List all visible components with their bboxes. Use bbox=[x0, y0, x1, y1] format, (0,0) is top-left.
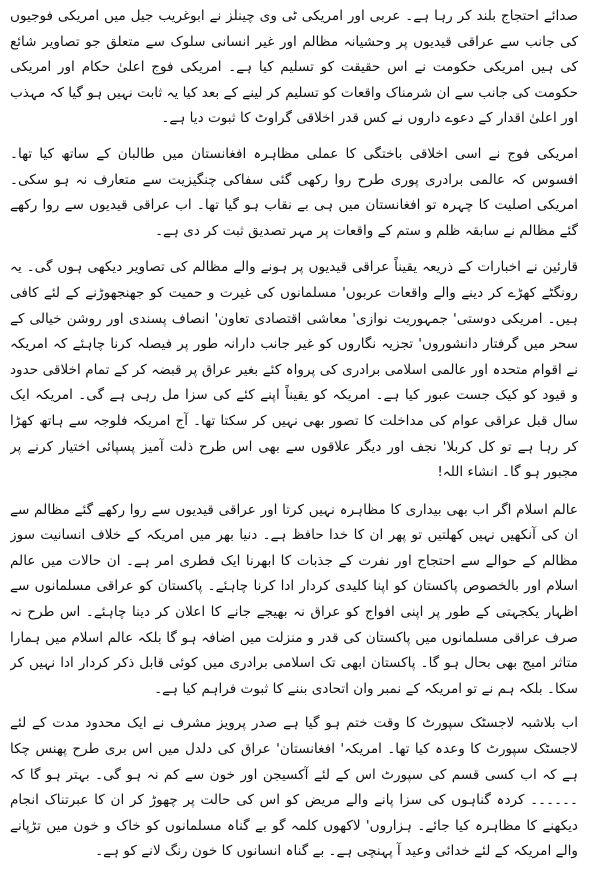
paragraph-gap bbox=[10, 132, 578, 142]
paragraph-5: اب بلاشبہ لاجسٹک سپورٹ کا وقت ختم ہو گیا ہے صدر پرویز مشرف نے ایک محدود مدت کے لئے لاجسٹک سپورٹ کا وعدہ کیا تھا۔ امریکہ' افغانستان' عراق کی دلدل میں اس بری طرح پھنس چکا ہے کہ اب کسی قسم کی سپورٹ اس کے لئے آکسیجن اور خون سے کم نہ ہو گی۔ بہتر ہو گا کہ ۔۔۔۔۔۔ کردہ گناہوں کی سزا پانے والے مریض کو اس کی حالت پر چھوڑ کر ان کا عبرتناک انجام دیکھنے کا مظاہرہ کیا جائے۔ ہزاروں' لاکھوں کلمہ گو بے گناہ مسلمانوں کو خاک و خون میں تڑپانے والے امریکہ کے لئے خدائی وعید آ پہنچی ہے۔ بے گناہ انسانوں کا خون رنگ لانے کو ہے۔ bbox=[10, 715, 578, 860]
paragraph-gap bbox=[10, 486, 578, 498]
paragraph-2: امریکی فوج نے اسی اخلاقی باختگی کا عملی مظاہرہ افغانستان میں طالبان کے ساتھ کیا تھا۔ افسوس کہ عالمی برادری پوری طرح روا رکھی گئی سفاکی چنگیزیت سے متعارف نہ ہو سکی۔ امریکی اصلیت کا چہرہ تو افغانستان میں ہی بے نقاب ہو گیا تھا۔ اب عراقی قیدیوں سے روا رکھے گئے مظالم نے سابقہ ظلم و ستم کے واقعات پر مہر تصدیق ثبت کر دی ہے۔ bbox=[10, 145, 578, 239]
paragraph-4: عالم اسلام اگر اب بھی بیداری کا مظاہرہ نہیں کرتا اور عراقی قیدیوں سے روا رکھے گئے مظالم سے ان کی آنکھیں نہیں کھلتیں تو پھر ان کا خدا حافظ ہے۔ دنیا بھر میں امریکہ کے خلاف انسانیت سوز مظالم کے حوالے سے احتجاج اور نفرت کے جذبات کا ابھرنا ایک فطری امر ہے۔ ان حالات میں عالم اسلام اور بالخصوص پاکستان کو اپنا کلیدی کردار ادا کرنا چاہئے۔ پاکستان کو عراقی مسلمانوں سے اظہار یکجہتی کے طور پر اپنی افواج کو عراق نہ بھیجے جانے کا اعلان کر دینا چاہئے۔ اس طرح نہ صرف عراقی مسلمانوں میں پاکستان کی قدر و منزلت میں اضافہ ہو گا بلکہ عالم اسلام میں ہمارا متاثر امیج بھی بحال ہو گا۔ پاکستان ابھی تک اسلامی برادری میں کوئی قابل ذکر کردار ادا نہیں کر سکا۔ بلکہ ہم نے تو امریکہ کے نمبر وان اتحادی بننے کا ثبوت فراہم کیا ہے۔ bbox=[10, 501, 578, 697]
paragraph-gap bbox=[10, 702, 578, 711]
document-page bbox=[10, 4, 578, 889]
paragraph-1: صدائے احتجاج بلند کر رہا ہے۔ عربی اور امریکی ٹی وی چینلز نے ابوغریب جیل میں امریکی فوجیوں کی جانب سے عراقی قیدیوں پر وحشیانہ مظالم اور غیر انسانی سلوک سے متعلق جو تصاویر شائع کی ہیں امریکی حکومت نے اس حقیقت کو تسلیم کیا ہے۔ امریکی فوج اعلیٰ حکام اور امریکی حکومت کی جانب سے ان شرمناک واقعات کو تسلیم کر لینے کے بعد کیا یہ ثابت نہیں ہو گیا کہ مہذب اور اعلیٰ اقدار کے دعوے داروں نے کس قدر اخلاقی گراوٹ کا ثبوت دیا ہے۔ bbox=[10, 8, 578, 127]
paragraph-gap bbox=[10, 244, 578, 255]
paragraph-3: قارئین نے اخبارات کے ذریعہ یقیناً عراقی قیدیوں پر ہونے والے مظالم کی تصاویر دیکھی ہوں گی۔ یہ رونگٹے کھڑے کر دینے والے واقعات عربوں' مسلمانوں کی غیرت و حمیت کو جھنجھوڑنے کے لئے کافی ہیں۔ امریکی دوستی' جمہوریت نوازی' معاشی اقتصادی تعاون' انصاف پسندی اور روشن خیالی کے سحر میں گرفتار دانشوروں' تجزیہ نگاروں کو غیر جانب دارانہ طور پر فیصلہ کرنا چاہئے کہ امریکہ نے اقوام متحدہ اور عالمی اسلامی برادری کی پرواہ کئے بغیر عراق پر قبضہ کر کے تمام اخلاقی حدود و قیود کو کیک جست عبور کیا ہے۔ امریکہ کو یقیناً اپنے کئے کی سزا مل رہی ہے گی۔ امریکہ ایک سال قبل عراقی عوام کی مداخلت کا تصور بھی نہیں کر سکتا تھا۔ آج امریکہ فلوجہ سے ہاتھ کھڑا کر رہا ہے تو کل کربلا' نجف اور دیگر علاقوں سے بھی اس طرح ذلت آمیز پسپائی اختیار کرنے پر مجبور ہو گا۔ انشاء اللہ! bbox=[10, 259, 578, 481]
